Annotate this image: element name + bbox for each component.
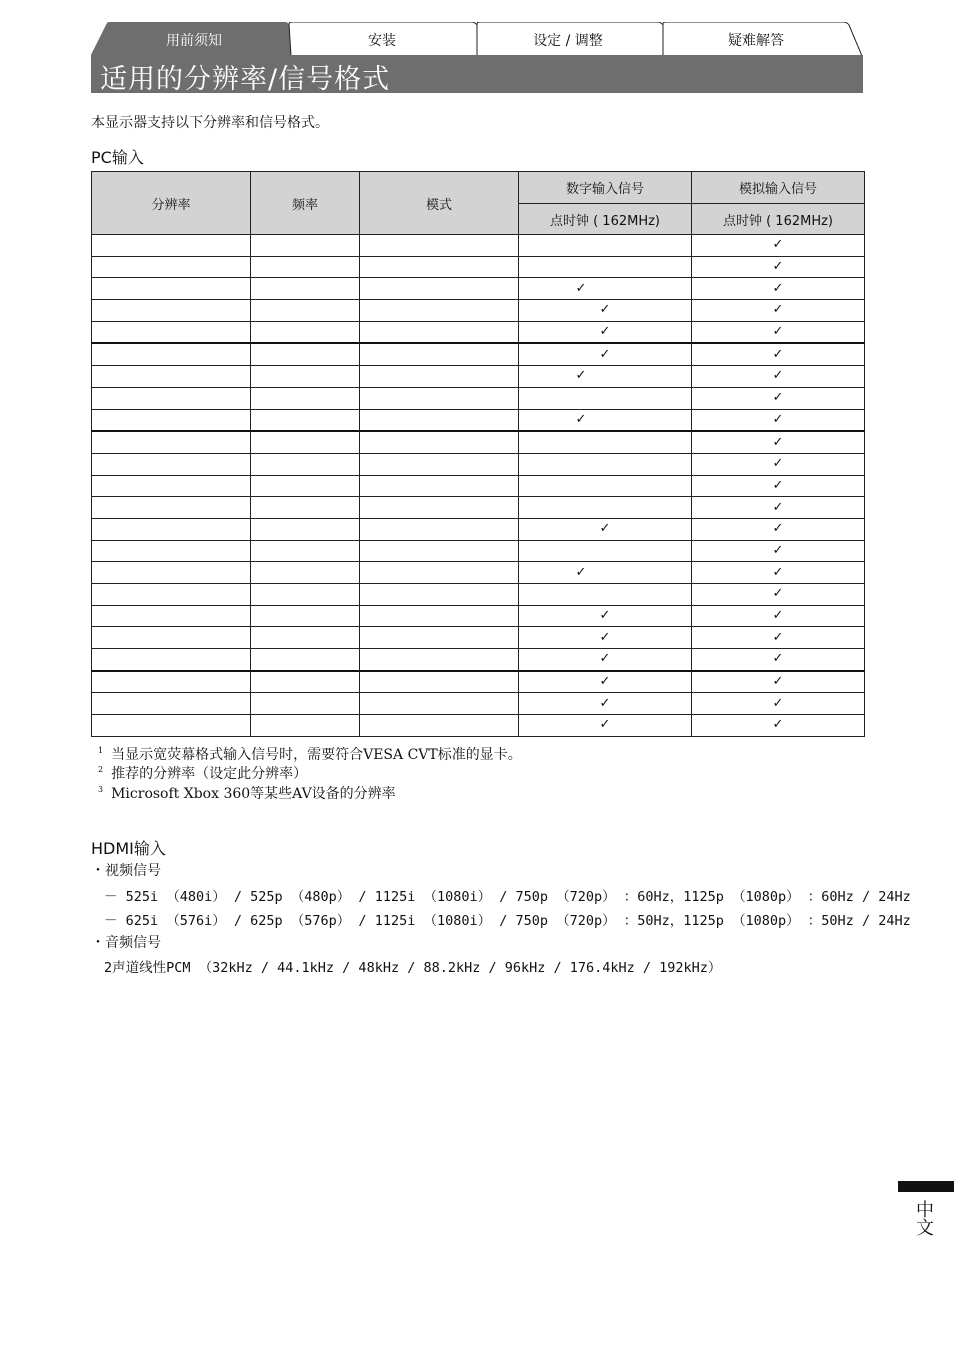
table-cell xyxy=(92,671,251,693)
digital-support-cell xyxy=(519,321,692,343)
analog-support-cell xyxy=(692,409,865,431)
table-cell xyxy=(92,256,251,278)
table-cell xyxy=(92,235,251,257)
analog-check-mark: ✓ xyxy=(772,434,784,450)
digital-support-cell xyxy=(519,475,692,497)
analog-support-cell xyxy=(692,343,865,365)
analog-check-mark: ✓ xyxy=(772,477,784,493)
table-cell xyxy=(92,540,251,562)
table-cell xyxy=(251,300,360,322)
table-cell xyxy=(251,278,360,300)
analog-check-mark: ✓ xyxy=(772,346,784,362)
table-row xyxy=(92,387,865,409)
digital-check-mark: ✓ xyxy=(599,302,611,318)
analog-support-cell xyxy=(692,715,865,737)
analog-support-cell xyxy=(692,627,865,649)
language-side-bar xyxy=(898,1181,954,1192)
table-cell xyxy=(92,518,251,540)
header-digital-clock: 点时钟 ( 162MHz) xyxy=(519,204,692,235)
pc-section-title: PC输入 xyxy=(91,148,144,167)
table-cell xyxy=(360,584,519,606)
table-cell xyxy=(251,366,360,388)
table-row xyxy=(92,518,865,540)
analog-support-cell xyxy=(692,562,865,584)
table-row xyxy=(92,366,865,388)
table-cell xyxy=(92,475,251,497)
table-cell xyxy=(251,256,360,278)
resolution-table xyxy=(91,171,865,737)
table-cell xyxy=(92,300,251,322)
digital-check-mark: ✓ xyxy=(599,651,611,667)
table-cell xyxy=(360,671,519,693)
table-cell xyxy=(251,235,360,257)
hdmi-section-title: HDMI输入 xyxy=(91,839,166,858)
analog-check-mark: ✓ xyxy=(772,586,784,602)
table-row xyxy=(92,540,865,562)
digital-check-mark: ✓ xyxy=(575,280,587,296)
analog-support-cell xyxy=(692,256,865,278)
table-cell xyxy=(92,409,251,431)
table-cell xyxy=(251,431,360,453)
table-cell xyxy=(360,235,519,257)
table-cell xyxy=(251,715,360,737)
analog-support-cell xyxy=(692,278,865,300)
table-row xyxy=(92,235,865,257)
digital-check-mark: ✓ xyxy=(599,324,611,340)
table-cell xyxy=(360,366,519,388)
table-row xyxy=(92,409,865,431)
table-row xyxy=(92,300,865,322)
analog-check-mark: ✓ xyxy=(772,456,784,472)
table-cell xyxy=(92,584,251,606)
digital-support-cell xyxy=(519,605,692,627)
table-row xyxy=(92,321,865,343)
table-cell xyxy=(360,256,519,278)
analog-support-cell xyxy=(692,518,865,540)
digital-check-mark: ✓ xyxy=(599,674,611,690)
table-cell xyxy=(251,693,360,715)
language-label: 中文 xyxy=(913,1200,934,1236)
table-cell xyxy=(360,321,519,343)
table-cell xyxy=(360,431,519,453)
analog-support-cell xyxy=(692,475,865,497)
video-signal-label: ・视频信号 xyxy=(91,863,161,879)
digital-support-cell xyxy=(519,235,692,257)
table-cell xyxy=(92,693,251,715)
digital-support-cell xyxy=(519,431,692,453)
table-cell xyxy=(251,475,360,497)
intro-text: 本显示器支持以下分辨率和信号格式。 xyxy=(91,115,329,131)
table-cell xyxy=(360,693,519,715)
table-cell xyxy=(360,605,519,627)
table-cell xyxy=(251,540,360,562)
table-cell xyxy=(251,453,360,475)
analog-support-cell xyxy=(692,300,865,322)
analog-support-cell xyxy=(692,693,865,715)
table-cell xyxy=(251,562,360,584)
tab-settings[interactable]: 设定 / 调整 xyxy=(533,33,603,49)
analog-check-mark: ✓ xyxy=(772,237,784,253)
digital-check-mark: ✓ xyxy=(575,368,587,384)
digital-check-mark: ✓ xyxy=(599,608,611,624)
digital-support-cell xyxy=(519,562,692,584)
header-resolution: 分辨率 xyxy=(92,172,251,235)
analog-check-mark: ✓ xyxy=(772,542,784,558)
table-row xyxy=(92,627,865,649)
analog-check-mark: ✓ xyxy=(772,259,784,275)
table-cell xyxy=(251,409,360,431)
table-cell xyxy=(92,387,251,409)
table-cell xyxy=(251,584,360,606)
digital-check-mark: ✓ xyxy=(599,695,611,711)
analog-support-cell xyxy=(692,387,865,409)
digital-support-cell xyxy=(519,453,692,475)
digital-support-cell xyxy=(519,649,692,671)
table-cell xyxy=(360,540,519,562)
table-cell xyxy=(360,387,519,409)
table-row xyxy=(92,431,865,453)
analog-support-cell xyxy=(692,584,865,606)
table-row xyxy=(92,671,865,693)
nav-tabs xyxy=(91,22,863,56)
digital-support-cell xyxy=(519,343,692,365)
digital-support-cell xyxy=(519,387,692,409)
header-analog-clock: 点时钟 ( 162MHz) xyxy=(692,204,865,235)
header-mode: 模式 xyxy=(360,172,519,235)
table-cell xyxy=(360,475,519,497)
digital-support-cell xyxy=(519,693,692,715)
table-row xyxy=(92,649,865,671)
digital-support-cell xyxy=(519,627,692,649)
analog-check-mark: ✓ xyxy=(772,411,784,427)
table-body xyxy=(92,235,865,737)
digital-support-cell xyxy=(519,584,692,606)
digital-support-cell xyxy=(519,366,692,388)
analog-check-mark: ✓ xyxy=(772,499,784,515)
table-cell xyxy=(92,627,251,649)
table-cell xyxy=(360,300,519,322)
analog-check-mark: ✓ xyxy=(772,695,784,711)
analog-check-mark: ✓ xyxy=(772,302,784,318)
page-title: 适用的分辨率/信号格式 xyxy=(100,64,391,95)
header-frequency: 频率 xyxy=(251,172,360,235)
table-cell xyxy=(92,453,251,475)
analog-support-cell xyxy=(692,366,865,388)
analog-check-mark: ✓ xyxy=(772,608,784,624)
table-cell xyxy=(251,497,360,519)
table-cell xyxy=(360,453,519,475)
table-cell xyxy=(251,387,360,409)
table-row xyxy=(92,715,865,737)
table-cell xyxy=(251,518,360,540)
digital-support-cell xyxy=(519,540,692,562)
table-cell xyxy=(251,627,360,649)
table-row xyxy=(92,278,865,300)
video-line-2: － 625i （576i） / 625p （576p） / 1125i （1080i） / 750p （720p） ：50Hz，1125p （1080p） ：50Hz / 24Hz xyxy=(104,913,911,929)
digital-check-mark: ✓ xyxy=(599,717,611,733)
table-cell xyxy=(92,321,251,343)
digital-support-cell xyxy=(519,278,692,300)
analog-check-mark: ✓ xyxy=(772,629,784,645)
table-row xyxy=(92,475,865,497)
digital-check-mark: ✓ xyxy=(599,629,611,645)
analog-support-cell xyxy=(692,540,865,562)
table-cell xyxy=(92,649,251,671)
table-cell xyxy=(360,649,519,671)
table-cell xyxy=(251,321,360,343)
audio-signal-label: ・音频信号 xyxy=(91,935,161,951)
table-cell xyxy=(360,343,519,365)
table-cell xyxy=(251,649,360,671)
table-cell xyxy=(360,409,519,431)
table-cell xyxy=(360,278,519,300)
table-cell xyxy=(92,278,251,300)
digital-check-mark: ✓ xyxy=(575,564,587,580)
table-row xyxy=(92,584,865,606)
header-digital: 数字输入信号 xyxy=(519,172,692,204)
table-cell xyxy=(92,497,251,519)
table-cell xyxy=(92,605,251,627)
header-analog: 模拟输入信号 xyxy=(692,172,865,204)
table-cell xyxy=(251,605,360,627)
table-row xyxy=(92,497,865,519)
table-cell xyxy=(92,366,251,388)
tab-troubleshooting[interactable]: 疑难解答 xyxy=(728,33,784,49)
footnote-1: $^1$ 当显示宽荧幕格式输入信号时，需要符合VESA CVT标准的显卡。 xyxy=(98,746,522,763)
analog-support-cell xyxy=(692,671,865,693)
footnote-2: $^2$ 推荐的分辨率（设定此分辨率） xyxy=(98,765,308,782)
table-row xyxy=(92,256,865,278)
table-cell xyxy=(92,431,251,453)
analog-support-cell xyxy=(692,235,865,257)
digital-check-mark: ✓ xyxy=(599,346,611,362)
table-cell xyxy=(251,671,360,693)
title-bar xyxy=(91,55,863,93)
analog-check-mark: ✓ xyxy=(772,521,784,537)
analog-support-cell xyxy=(692,453,865,475)
table-cell xyxy=(92,343,251,365)
table-cell xyxy=(92,715,251,737)
table-cell xyxy=(92,562,251,584)
digital-support-cell xyxy=(519,497,692,519)
analog-check-mark: ✓ xyxy=(772,390,784,406)
table-row xyxy=(92,343,865,365)
analog-check-mark: ✓ xyxy=(772,717,784,733)
analog-check-mark: ✓ xyxy=(772,324,784,340)
table-row xyxy=(92,453,865,475)
digital-support-cell xyxy=(519,300,692,322)
footnote-3: $^3$ Microsoft Xbox 360等某些AV设备的分辨率 xyxy=(98,785,396,802)
table-cell xyxy=(360,497,519,519)
analog-check-mark: ✓ xyxy=(772,280,784,296)
table-cell xyxy=(360,562,519,584)
table-cell xyxy=(360,518,519,540)
digital-support-cell xyxy=(519,715,692,737)
tab-before-use[interactable]: 用前须知 xyxy=(166,33,222,49)
video-line-1: － 525i （480i） / 525p （480p） / 1125i （1080i） / 750p （720p） ：60Hz，1125p （1080p） ：60Hz / 24Hz xyxy=(104,889,911,905)
analog-check-mark: ✓ xyxy=(772,651,784,667)
table-cell xyxy=(360,627,519,649)
audio-line: 2声道线性PCM （32kHz / 44.1kHz / 48kHz / 88.2kHz / 96kHz / 176.4kHz / 192kHz） xyxy=(104,960,722,976)
analog-support-cell xyxy=(692,649,865,671)
analog-check-mark: ✓ xyxy=(772,674,784,690)
analog-check-mark: ✓ xyxy=(772,564,784,580)
analog-check-mark: ✓ xyxy=(772,368,784,384)
digital-support-cell xyxy=(519,256,692,278)
table-cell xyxy=(251,343,360,365)
analog-support-cell xyxy=(692,497,865,519)
analog-support-cell xyxy=(692,431,865,453)
analog-support-cell xyxy=(692,321,865,343)
digital-support-cell xyxy=(519,518,692,540)
table-row xyxy=(92,562,865,584)
analog-support-cell xyxy=(692,605,865,627)
tab-install[interactable]: 安装 xyxy=(368,33,396,49)
digital-check-mark: ✓ xyxy=(599,521,611,537)
digital-support-cell xyxy=(519,409,692,431)
table-cell xyxy=(360,715,519,737)
table-row xyxy=(92,693,865,715)
digital-support-cell xyxy=(519,671,692,693)
digital-check-mark: ✓ xyxy=(575,411,587,427)
table-row xyxy=(92,605,865,627)
